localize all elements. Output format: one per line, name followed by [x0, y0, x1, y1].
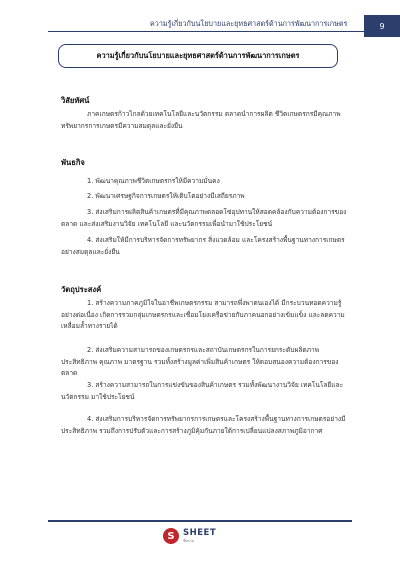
- mission-item: 4. ส่งเสริมให้มีการบริหารจัดการทรัพยากร สิ่งแวดล้อม และโครงสร้างพื้นฐานทางการเกษตรอย่างสมดุลและยั่งยืน: [61, 236, 345, 256]
- objective-item: 4. ส่งเสริมการบริหารจัดการทรัพยากรการเกษตรและโครงสร้างพื้นฐานทางการเกษตรอย่างมีประสิทธิภาพ รวมถึงการปรับตัวและการสร้างภูมิคุ้มกันภายใต้การเปลี่ยนแปลงสภาพภูมิอากาศ: [61, 415, 346, 435]
- header-rule: [48, 31, 364, 32]
- section-title-box: ความรู้เกี่ยวกับนโยบายและยุทธศาสตร์ด้านการพัฒนาการเกษตร: [58, 44, 338, 68]
- vision-heading: วิสัยทัศน์: [61, 96, 90, 105]
- page-number-badge: 9: [364, 15, 400, 37]
- objectives-heading: วัตถุประสงค์: [61, 285, 102, 294]
- footer-rule: [48, 520, 352, 522]
- objective-item: 3. สร้างความสามารถในการแข่งขันของสินค้าเกษตร รวมทั้งพัฒนางานวิจัย เทคโนโลยีและนวัตกรรม มาใช้ประโยชน์: [61, 381, 344, 401]
- objective-item: 2. ส่งเสริมความสามารถของเกษตรกรและสถาบันเกษตรกรในการยกระดับผลิตภาพ ประสิทธิภาพ คุณภาพ มาตรฐาน รวมทั้งสร้างมูลค่าเพิ่มสินค้าเกษตร ให้ตอบสนองความต้องการของตลาด: [61, 346, 339, 377]
- mission-item: 1. พัฒนาคุณภาพชีวิตเกษตรกรให้มีความมั่นคง: [87, 177, 220, 185]
- mission-item: 3. ส่งเสริมการผลิตสินค้าเกษตรที่มีคุณภาพตลอดโซ่อุปทานให้สอดคล้องกับความต้องการของตลาด และส่งเสริมงานวิจัย เทคโนโลยี และนวัตกรรมเพื่อนำมาใช้ประโยชน์: [61, 208, 347, 228]
- objective-item: 1. สร้างความภาคภูมิใจในอาชีพเกษตรกรรม สามารถพึ่งพาตนเองได้ มีกระบวนทอดความรู้อย่างต่อเนื่อง เกิดการรวมกลุ่มเกษตรกรและเชื่อมโยงเครือข่ายกับภาคนอกอย่างเข้มแข็ง และลดความเหลื่อมล้ำทางรายได้: [61, 299, 345, 330]
- mission-heading: พันธกิจ: [61, 158, 85, 167]
- vision-text: ภาคเกษตรก้าวไกลด้วยเทคโนโลยีและนวัตกรรม ตลาดนำการผลิต ชีวิตเกษตรกรมีคุณภาพ ทรัพยากรการเกษตรมีความสมดุลและยั่งยืน: [61, 110, 341, 130]
- logo-brand-sub: ชีทราม: [183, 539, 195, 543]
- footer-logo: [163, 528, 216, 544]
- running-header: ความรู้เกี่ยวกับนโยบายและยุทธศาสตร์ด้านการพัฒนาการเกษตร: [150, 19, 348, 28]
- sheet-logo-icon: S: [163, 528, 179, 544]
- mission-item: 2. พัฒนาเศรษฐกิจการเกษตรให้เติบโตอย่างมีเสถียรภาพ: [87, 192, 245, 200]
- logo-brand: SHEET: [183, 528, 217, 538]
